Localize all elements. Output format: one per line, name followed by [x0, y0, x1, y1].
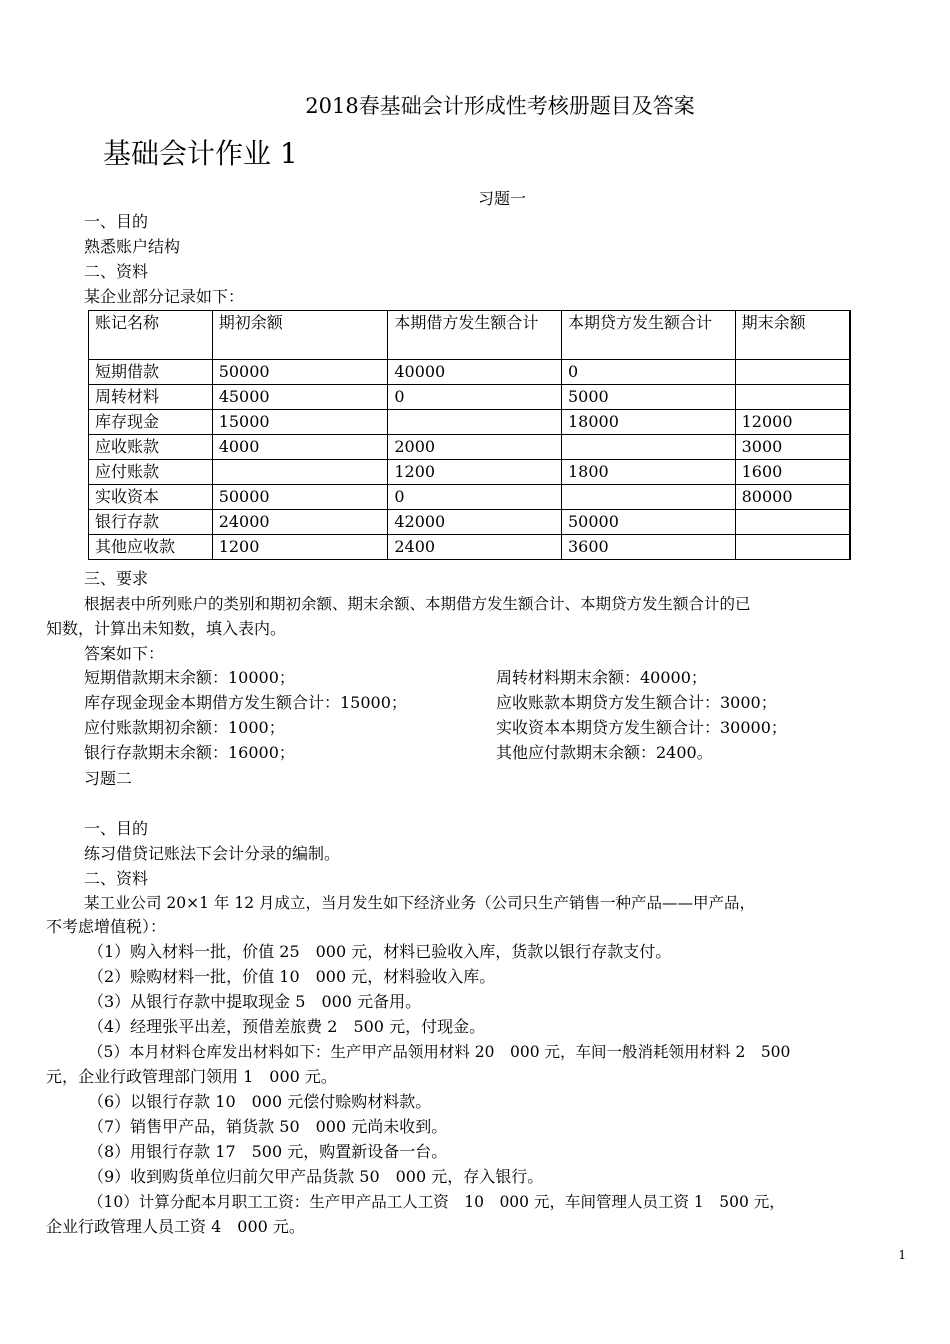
header-cell: 期初余额	[212, 311, 388, 360]
page-number: 1	[898, 1248, 906, 1262]
answer-item: 其他应付款期末余额：2400。	[496, 743, 713, 762]
answer-item: 应付账款期初余额：1000；	[84, 718, 285, 737]
ex1-materials-heading: 二、资料	[84, 262, 149, 281]
table-cell	[735, 385, 850, 410]
answer-item: 库存现金现金本期借方发生额合计：15000；	[84, 693, 407, 712]
ledger-table	[88, 310, 851, 560]
table-cell: 3000	[735, 435, 850, 460]
transaction-item: （4）经理张平出差，预借差旅费 2 500 元，付现金。	[88, 1017, 486, 1036]
transaction-item: （9）收到购货单位归前欠甲产品货款 50 000 元，存入银行。	[88, 1167, 544, 1186]
table-cell: 50000	[212, 360, 388, 385]
table-cell: 3600	[561, 535, 735, 560]
transaction-item: （5）本月材料仓库发出材料如下：生产甲产品领用材料 20 000 元，车间一般消耗领用材料 2 500	[88, 1043, 791, 1061]
answer-item: 短期借款期末余额：10000；	[84, 668, 295, 687]
ex2-purpose-text: 练习借贷记账法下会计分录的编制。	[84, 844, 341, 863]
table-row	[89, 360, 851, 385]
table-cell: 其他应收款	[89, 535, 213, 560]
ex1-requirement-heading: 三、要求	[84, 569, 149, 588]
table-row	[89, 535, 851, 560]
table-row	[89, 510, 851, 535]
answer-item: 应收账款本期贷方发生额合计：3000；	[496, 693, 777, 712]
table-cell: 50000	[212, 485, 388, 510]
header-cell: 期末余额	[735, 311, 850, 360]
table-cell: 2000	[388, 435, 562, 460]
ex2-intro-line: 不考虑增值税）：	[46, 917, 167, 936]
table-cell	[561, 435, 735, 460]
table-cell: 实收资本	[89, 485, 213, 510]
ex1-answer-heading: 答案如下：	[84, 644, 165, 663]
table-cell	[735, 510, 850, 535]
table-cell	[388, 410, 562, 435]
answer-item: 周转材料期末余额：40000；	[496, 668, 707, 687]
table-cell: 80000	[735, 485, 850, 510]
transaction-item: （6）以银行存款 10 000 元偿付赊购材料款。	[88, 1092, 432, 1111]
table-row	[89, 485, 851, 510]
table-cell	[735, 360, 850, 385]
table-cell: 银行存款	[89, 510, 213, 535]
table-cell: 24000	[212, 510, 388, 535]
table-cell	[735, 535, 850, 560]
table-header-row	[89, 311, 851, 360]
ex1-requirement-line: 知数，计算出未知数，填入表内。	[46, 619, 287, 638]
table-cell: 5000	[561, 385, 735, 410]
table-cell: 4000	[212, 435, 388, 460]
ex2-intro-line: 某工业公司 20×1 年 12 月成立，当月发生如下经济业务（公司只生产销售一种产品——甲产品，	[84, 894, 756, 912]
table-cell: 15000	[212, 410, 388, 435]
table-row	[89, 385, 851, 410]
table-row	[89, 410, 851, 435]
ex1-materials-text: 某企业部分记录如下：	[84, 287, 245, 306]
table-cell: 0	[388, 385, 562, 410]
ex1-purpose-text: 熟悉账户结构	[84, 237, 181, 256]
transaction-item: （10）计算分配本月职工工资：生产甲产品工人工资 10 000 元，车间管理人员工资 1 500 元，	[88, 1193, 785, 1211]
table-cell: 应付账款	[89, 460, 213, 485]
table-cell: 42000	[388, 510, 562, 535]
homework-title: 基础会计作业 1	[103, 137, 298, 170]
table-cell: 50000	[561, 510, 735, 535]
table-cell: 2400	[388, 535, 562, 560]
answer-item: 银行存款期末余额：16000；	[84, 743, 295, 762]
table-cell: 18000	[561, 410, 735, 435]
table-row	[89, 460, 851, 485]
table-row	[89, 435, 851, 460]
transaction-item: （2）赊购材料一批，价值 10 000 元，材料验收入库。	[88, 967, 496, 986]
table-cell: 周转材料	[89, 385, 213, 410]
header-cell: 本期借方发生额合计	[388, 311, 562, 360]
table-cell: 1800	[561, 460, 735, 485]
table-cell: 库存现金	[89, 410, 213, 435]
transaction-item: （8）用银行存款 17 500 元，购置新设备一台。	[88, 1142, 448, 1161]
transaction-item-continued: 企业行政管理人员工资 4 000 元。	[46, 1217, 305, 1236]
transaction-item: （7）销售甲产品，销货款 50 000 元尚未收到。	[88, 1117, 448, 1136]
answer-item: 实收资本本期贷方发生额合计：30000；	[496, 718, 787, 737]
table-cell	[561, 485, 735, 510]
table-cell: 1600	[735, 460, 850, 485]
header-cell: 账记名称	[89, 311, 213, 360]
table-cell: 40000	[388, 360, 562, 385]
table-cell: 45000	[212, 385, 388, 410]
table-cell: 1200	[388, 460, 562, 485]
ex2-materials-heading: 二、资料	[84, 869, 149, 888]
exercise-1-title: 习题一	[478, 189, 527, 208]
table-cell: 0	[388, 485, 562, 510]
header-cell: 本期贷方发生额合计	[561, 311, 735, 360]
transaction-item-continued: 元，企业行政管理部门领用 1 000 元。	[46, 1067, 337, 1086]
table-cell: 12000	[735, 410, 850, 435]
ex1-requirement-line: 根据表中所列账户的类别和期初余额、期末余额、本期借方发生额合计、本期贷方发生额合计的已	[84, 595, 751, 613]
ex1-purpose-heading: 一、目的	[84, 212, 149, 231]
document-title: 2018春基础会计形成性考核册题目及答案	[305, 94, 695, 118]
table-cell: 应收账款	[89, 435, 213, 460]
table-cell: 1200	[212, 535, 388, 560]
exercise-2-title: 习题二	[84, 769, 133, 788]
table-cell	[212, 460, 388, 485]
ex2-purpose-heading: 一、目的	[84, 819, 149, 838]
table-cell: 0	[561, 360, 735, 385]
transaction-item: （3）从银行存款中提取现金 5 000 元备用。	[88, 992, 422, 1011]
table-cell: 短期借款	[89, 360, 213, 385]
transaction-item: （1）购入材料一批，价值 25 000 元，材料已验收入库，货款以银行存款支付。	[88, 942, 672, 961]
